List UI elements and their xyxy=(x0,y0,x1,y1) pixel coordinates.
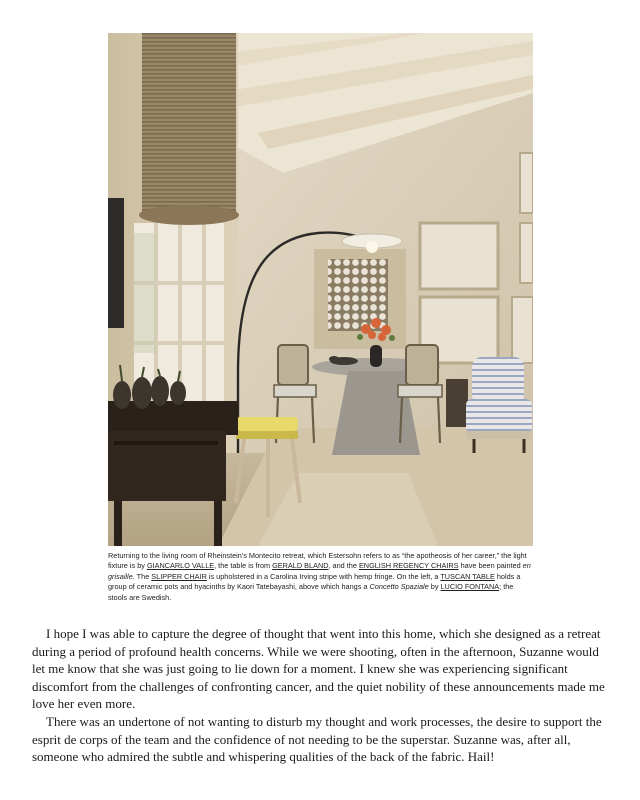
caption-text: Returning to the living room of Rheinstein's Montecito retreat, which Estersohn refers to as “the apotheosis of her career,” the light fixture is by xyxy=(108,551,527,571)
photo-caption xyxy=(108,551,533,603)
caption-text: , the table is from xyxy=(214,561,273,571)
caption-text: by xyxy=(428,582,441,592)
credit-giancarlo-valle[interactable]: GIANCARLO VALLE xyxy=(146,561,215,571)
credit-lucio-fontana[interactable]: LUCIO FONTANA xyxy=(440,582,500,592)
paragraph-2: There was an undertone of not wanting to disturb my thought and work processes, the desire to support the esprit de corps of the team and the confidence of not needing to be the superstar. Suzanne was, after all, someone who admired the subtle and whispering qualities of the back of the fabric. Hail! xyxy=(32,713,602,765)
caption-text: , and the xyxy=(328,561,359,571)
credit-slipper-chair[interactable]: SLIPPER CHAIR xyxy=(151,571,207,581)
living-room-photo xyxy=(108,33,533,546)
credit-tuscan-table[interactable]: TUSCAN TABLE xyxy=(440,571,495,581)
caption-text: is upholstered in a Carolina Irving stripe with hemp fringe. On the left, a xyxy=(206,571,441,581)
caption-text: ; the stools are Swedish. xyxy=(108,582,514,602)
caption-text: have been painted xyxy=(458,561,523,571)
credit-gerald-bland[interactable]: GERALD BLAND xyxy=(272,561,329,571)
caption-text: holds a group of ceramic pots and hyacinths by Kaori Tatebayashi, above which hangs a xyxy=(108,571,521,592)
credit-english-regency-chairs[interactable]: ENGLISH REGENCY CHAIRS xyxy=(358,561,459,571)
caption-text: . The xyxy=(132,571,152,581)
caption-italic-grisaille: en grisaille xyxy=(108,561,531,581)
body-text xyxy=(32,625,612,766)
caption-italic-concetto: Concetto Spaziale xyxy=(369,582,429,592)
photo-illustration xyxy=(108,33,533,546)
paragraph-1: I hope I was able to capture the degree of thought that went into this home, which she designed as a retreat during a period of profound health concerns. While we were shooting, often in the afternoon, Suzanne would let me know that she was just going to lie down for a moment. I knew she was experiencing significant discomfort from the challenges of confronting cancer, and the quiet nobility of these announcements made me love her even more. xyxy=(32,626,605,712)
